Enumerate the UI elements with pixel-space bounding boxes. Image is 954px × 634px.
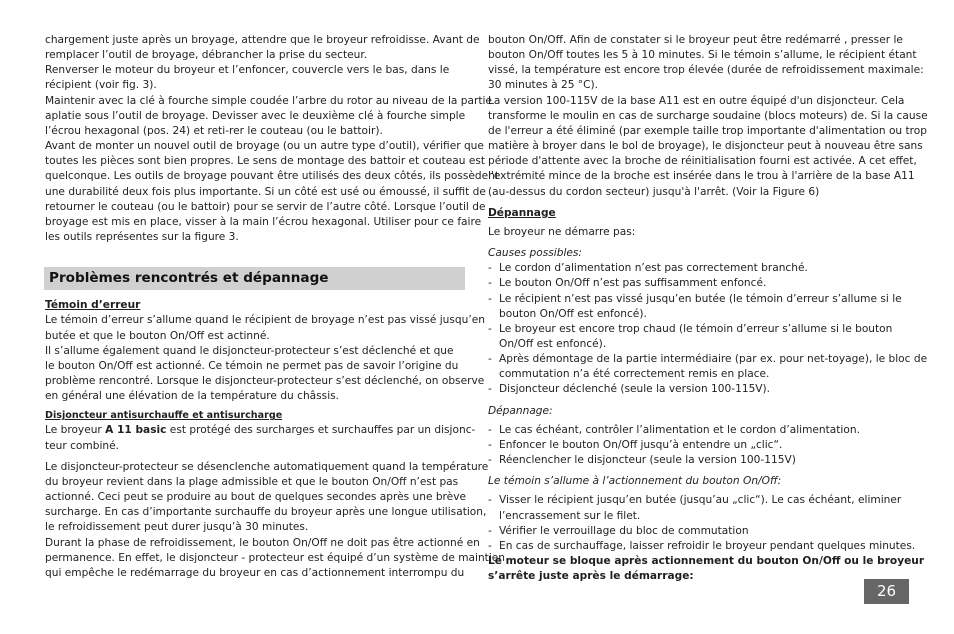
text-line: butée et que le bouton On/Off est actinné.: [45, 329, 270, 342]
text-line: surcharge. En cas d’importante surchauffe du broyeur après une longue utilisation,: [45, 506, 487, 519]
text-line: Le témoin d’erreur s’allume quand le récipient de broyage n’est pas vissé jusqu’en: [45, 314, 485, 327]
text-line: Maintenir avec la clé à fourche simple coudée l’arbre du rotor au niveau de la partie: [45, 94, 492, 107]
text-line: le refroidissement peut durer jusqu’à 30 minutes.: [45, 521, 309, 534]
left-column: [45, 33, 506, 581]
text-line: problème rencontré. Lorsque le disjoncteur-protecteur s’est déclenché, on observe: [45, 374, 485, 387]
depannage-label: Dépannage:: [488, 404, 553, 417]
text-line: qui empêche le redémarrage du broyeur en cas d’actionnement interrompu du: [45, 566, 465, 579]
moteur-bloque-heading: Le moteur se bloque après actionnement du bouton On/Off ou le broyeur: [488, 555, 925, 567]
list-item: - Le récipient n’est pas vissé jusqu’en butée (le témoin d’erreur s’allume si le bouton On/Off est enfoncé).: [488, 292, 902, 320]
list-item: - Réenclencher le disjoncteur (seule la version 100-115V): [488, 454, 796, 467]
text-line: remplacer l’outil de broyage, débrancher la prise du secteur.: [45, 49, 368, 62]
text-line: transforme le moulin en cas de surcharge soudaine (blocs moteurs) de. Si la cause: [488, 109, 928, 122]
list-item: - En cas de surchauffage, laisser refroidir le broyeur pendant quelques minutes.: [488, 539, 916, 552]
text-line: permanence. En effet, le disjoncteur - protecteur est équipé d’un système de maintien: [45, 551, 506, 564]
protecteur-text: [45, 460, 506, 581]
list-item: - Le cordon d’alimentation n’est pas correctement branché.: [488, 262, 808, 275]
depannage-heading: Dépannage: [488, 206, 556, 219]
text-line: Durant la phase de refroidissement, le bouton On/Off ne doit pas être actionné en: [45, 536, 480, 549]
list-item: - Le broyeur est encore trop chaud (le témoin d’erreur s’allume si le bouton On/Off est enfoncé).: [488, 322, 893, 350]
text-line: une durabilité deux fois plus importante. Si un côté est usé ou émoussé, il suffit de: [45, 185, 486, 198]
right-column: [488, 33, 928, 584]
model-name: A 11 basic: [105, 424, 167, 437]
text-line: l'extrémité mince de la broche est insérée dans le trou à l'arrière de la base A11: [488, 170, 915, 183]
text-line: quelconque. Les outils de broyage pouvant être utilisés des deux côtés, ils possèdent: [45, 170, 499, 183]
text-line: Il s’allume également quand le disjoncteur-protecteur s’est déclenché et que: [45, 344, 454, 357]
text-line: bouton On/Off toutes les 5 à 10 minutes. Si le témoin s’allume, le récipient étant: [488, 49, 917, 62]
text-line: période d'attente avec la broche de réinitialisation fourni est activée. A cet effet,: [488, 155, 917, 168]
list-item: - Visser le récipient jusqu’en butée (jusqu’au „clic“). Le cas échéant, eliminer l’encrassement sur le filet.: [488, 494, 902, 522]
text-line: en général une élévation de la température du châssis.: [45, 390, 340, 403]
temoin-text: [45, 313, 485, 404]
disjoncteur-text: [45, 423, 476, 453]
text-line: La version 100-115V de la base A11 est en outre équipé d'un disjoncteur. Cela: [488, 94, 905, 107]
list-item: - Le bouton On/Off n’est pas suffisamment enfoncé.: [488, 277, 767, 290]
list-item: - Après démontage de la partie intermédiaire (par ex. pour net-toyage), le bloc de commutation n’a été correctement remis en place.: [488, 353, 928, 381]
text-line: broyage est mis en place, visser à la main l’écrou hexagonal. Utiliser pour ce faire: [45, 215, 482, 228]
ne-demarre-text: Le broyeur ne démarre pas:: [488, 225, 636, 238]
text-line: bouton On/Off. Afin de constater si le broyeur peut être redémarré , presser le: [488, 34, 903, 46]
moteur-bloque-heading-cont: s’arrête juste après le démarrage:: [488, 570, 694, 583]
disjoncteur-heading: Disjoncteur antisurchauffe et antisurcharge: [45, 410, 283, 422]
text-line: aplatie sous l’outil de broyage. Devisser avec le deuxième clé à fourche simple: [45, 109, 466, 122]
list-item: - Enfoncer le bouton On/Off jusqu’à entendre un „clic“.: [488, 438, 783, 451]
continuation-text: [488, 33, 928, 200]
text-line: 30 minutes à 25 °C).: [488, 79, 598, 92]
text-line: (au-dessus du cordon secteur) jusqu'à l'arrêt. (Voir la Figure 6): [488, 185, 820, 198]
intro-text: [45, 33, 499, 245]
text-line: l’écrou hexagonal (pos. 24) et reti-rer le couteau (ou le battoir).: [45, 124, 383, 137]
text-line: teur combiné.: [45, 439, 120, 452]
text-line: le bouton On/Off est actionné. Ce témoin ne permet pas de savoir l’origine du: [45, 359, 459, 372]
remedies-list: [488, 423, 913, 468]
list-item: - Vérifier le verrouillage du bloc de commutation: [488, 524, 749, 537]
text-line: Avant de monter un nouvel outil de broyage (ou un autre type d’outil), vérifier que: [45, 140, 484, 153]
text-line: retourner le couteau (ou le battoir) pour se servir de l’autre côté. Lorsque l’outil de: [45, 200, 486, 213]
text-line: récipient (voir fig. 3).: [45, 79, 157, 92]
temoin-allume-label: Le témoin s’allume à l’actionnement du bouton On/Off:: [488, 475, 782, 488]
text-fragment: est protégé des surcharges et surchauffes par un disjonc-: [166, 424, 476, 437]
temoin-heading: Témoin d’erreur: [45, 299, 141, 312]
text-line: vissé, la température est encore trop élevée (durée de refroidissement maximale:: [488, 64, 924, 77]
temoin-remedies-list: [488, 493, 916, 554]
text-line: actionné. Ceci peut se produire au bout de quelques secondes après une brève: [45, 491, 466, 504]
text-line: matière à broyer dans le bol de broyage), le disjoncteur peut à nouveau être sans: [488, 140, 923, 153]
text-line: les outils représentes sur la figure 3.: [45, 231, 239, 244]
causes-list: [488, 261, 928, 397]
text-line: de l'erreur a été éliminé (par exemple taille trop importante d'alimentation ou trop: [488, 124, 927, 137]
text-line: chargement juste après un broyage, attendre que le broyeur refroidisse. Avant de: [45, 34, 480, 46]
text-line: Renverser le moteur du broyeur et l’enfoncer, couvercle vers le bas, dans le: [45, 64, 450, 77]
text-line: du broyeur revient dans la plage admissible et que le bouton On/Off n’est pas: [45, 475, 459, 488]
causes-label: Causes possibles:: [488, 247, 582, 260]
text-line: [45, 423, 476, 438]
text-fragment: Le broyeur: [45, 424, 106, 437]
section-title: Problèmes rencontrés et dépannage: [44, 267, 465, 290]
text-line: toutes les pièces sont bien propres. Le sens de montage des battoir et couteau est: [45, 155, 486, 168]
list-item: - Le cas échéant, contrôler l’alimentation et le cordon d’alimentation.: [488, 423, 860, 436]
page-number: 26: [864, 579, 909, 604]
text-line: Le disjoncteur-protecteur se désenclenche automatiquement quand la température: [45, 460, 489, 473]
list-item: - Disjoncteur déclenché (seule la version 100-115V).: [488, 383, 771, 396]
